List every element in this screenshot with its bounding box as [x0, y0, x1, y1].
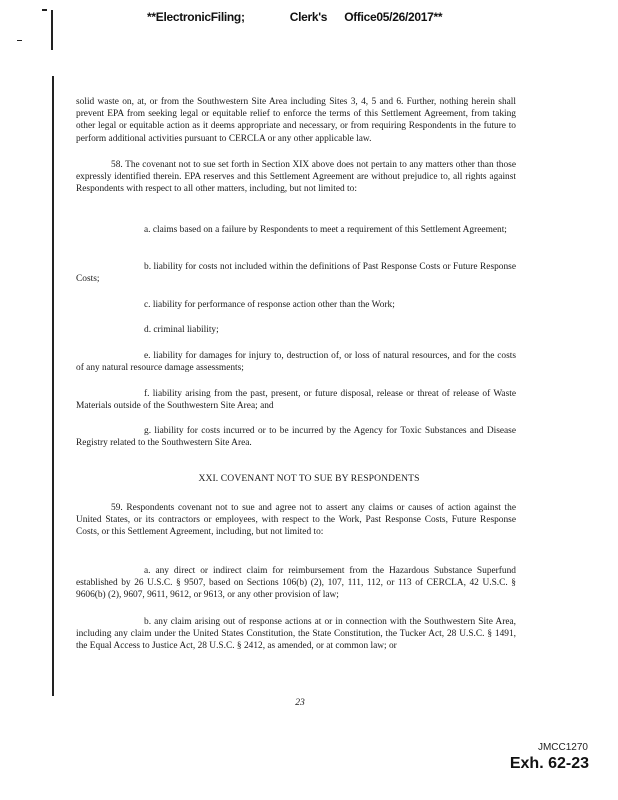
list-item-e: e. liability for damages for injury to, destruction of, or loss of natural resources, and for the costs of any natural resource damage assessments; [76, 351, 516, 374]
office-date: Office05/26/2017** [344, 10, 443, 24]
scan-tick-mark [42, 9, 47, 11]
exhibit-label: Exh. 62-23 [509, 755, 589, 772]
section-heading: XXI. COVENANT NOT TO SUE BY RESPONDENTS [198, 473, 420, 484]
paragraph-continuation: solid waste on, at, or from the Southwestern Site Area including Sites 3, 4, 5 and 6. Further, nothing herein shall prevent EPA from seeking legal or equitable relief to enforce the terms of this Settlement Agreement, from taking other legal or equitable action as it deems appropriate and necessary, or from requiring Respondents in the future to perform additional activities pursuant to CERCLA or any other applicable law. [76, 97, 516, 144]
list-item-59b: b. any claim arising out of response actions at or in connection with the Southwestern Site Area, including any claim under the United States Constitution, the State Constitution, the Tucker Act, 28 U.S.C. § 1491, the Equal Access to Justice Act, 28 U.S.C. § 2412, as amended, or at common law; or [76, 617, 516, 652]
list-item-c: c. liability for performance of response action other than the Work; [144, 300, 395, 310]
page-number: 23 [295, 697, 305, 708]
electronic-filing-stamp [147, 10, 442, 24]
paragraph-59: 59. Respondents covenant not to sue and agree not to assert any claims or causes of action against the United States, or its contractors or employees, with respect to the Work, Past Response Costs, Future Response Costs, or this Settlement Agreement, including, but not limited to: [76, 503, 516, 538]
clerk-label: Clerk's [289, 10, 328, 24]
list-item-f: f. liability arising from the past, present, or future disposal, release or threat of release of Waste Materials outside of the Southwestern Site Area; and [76, 389, 516, 412]
list-item-g: g. liability for costs incurred or to be incurred by the Agency for Toxic Substances and Disease Registry related to the Southwestern Site Area. [76, 426, 516, 449]
list-item-b: b. liability for costs not included within the definitions of Past Response Costs or Future Response Costs; [76, 262, 516, 285]
list-item-a: a. claims based on a failure by Respondents to meet a requirement of this Settlement Agreement; [144, 225, 507, 235]
paragraph-58: 58. The covenant not to sue set forth in Section XIX above does not pertain to any matters other than those expressly identified therein. EPA reserves and this Settlement Agreement are without prejudice to, all rights against Respondents with respect to all other matters, including, but not limited to: [76, 160, 516, 195]
scan-margin-line-top [51, 10, 53, 50]
scan-tick-mark [17, 40, 22, 41]
list-item-59a: a. any direct or indirect claim for reimbursement from the Hazardous Substance Superfund established by 26 U.S.C. § 9507, based on Sections 106(b) (2), 107, 111, 112, or 113 of CERCLA, 42 U.S.C. § 9606(b) (2), 9607, 9611, 9612, or 9613, or any other provision of law; [76, 566, 516, 601]
filing-label: **ElectronicFiling; [147, 10, 245, 24]
scan-margin-line [52, 76, 54, 696]
bates-number: JMCC1270 [537, 742, 588, 753]
list-item-d: d. criminal liability; [144, 325, 219, 335]
